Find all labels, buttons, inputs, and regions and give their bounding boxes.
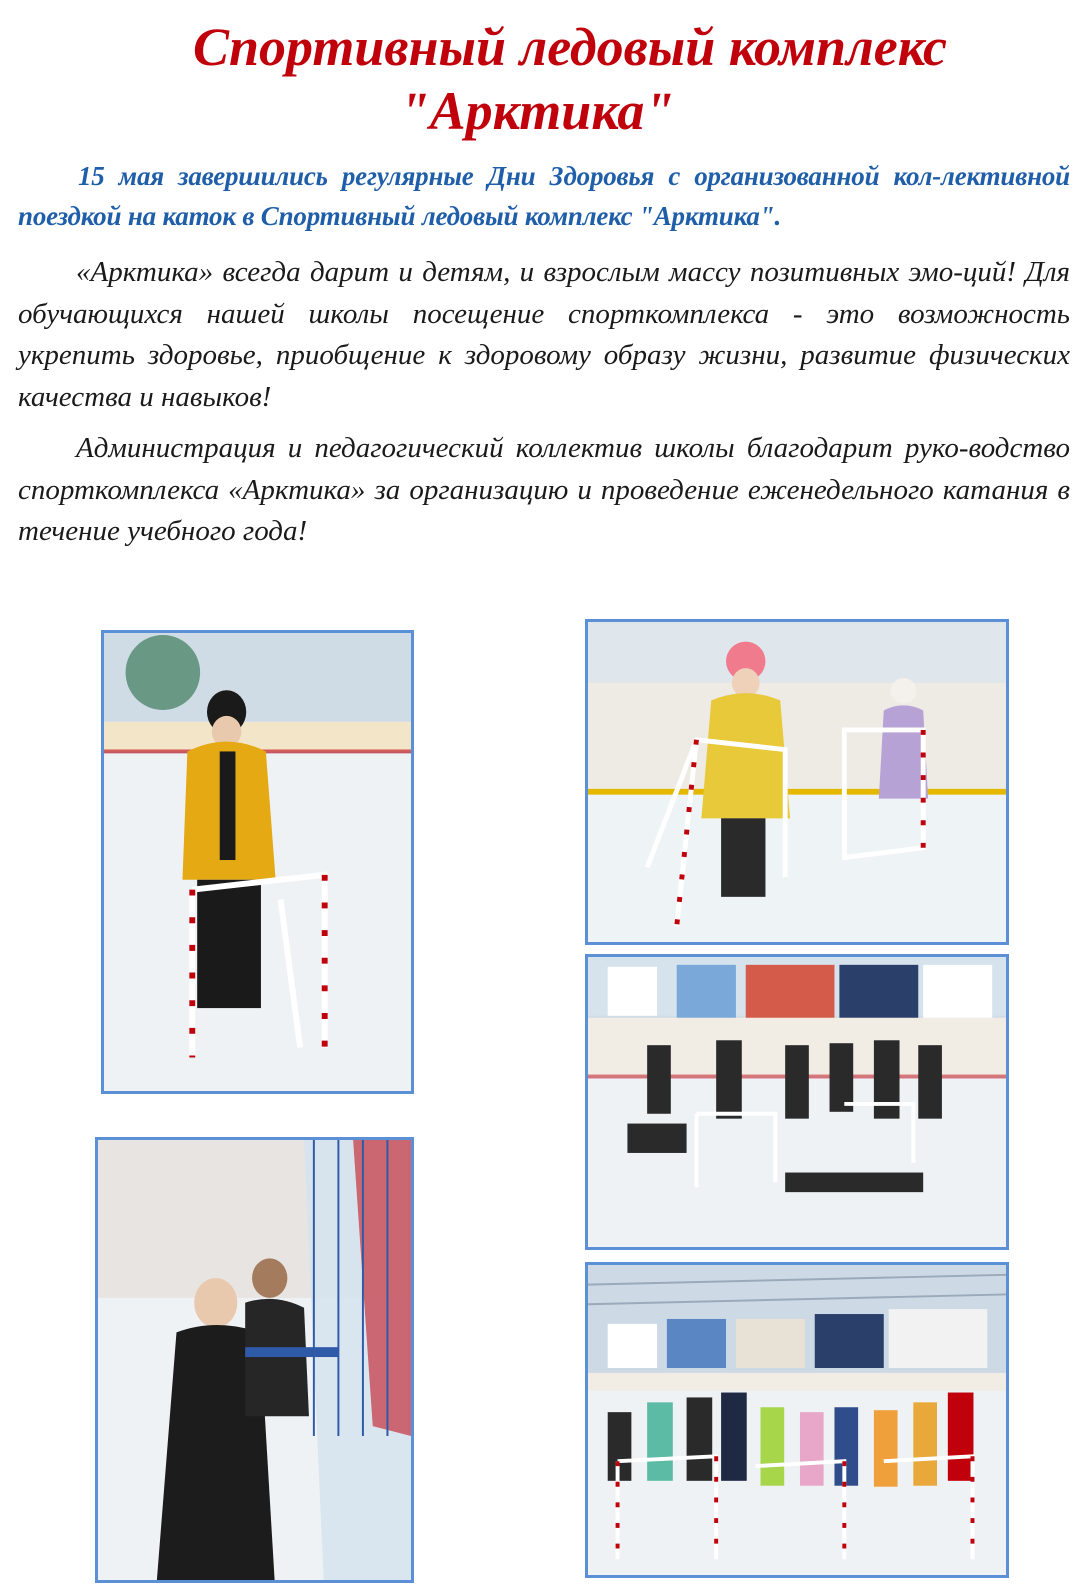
page-title-line-2: "Арктика": [399, 81, 675, 141]
body-paragraph-1: «Арктика» всегда дарит и детям, и взрослым массу позитивных эмо-ций! Для обучающихся нашей школы посещение спорткомплекса - это возможность укрепить здоровье, приобщение к здоровому образу жизни, развитие физических качества и навыков!: [18, 256, 1070, 413]
photo-group-on-ice: [585, 954, 1009, 1250]
page-title-line-1: Спортивный ледовый комплекс: [193, 17, 947, 77]
lead-paragraph: 15 мая завершились регулярные Дни Здоровья с организованной кол-лективной поездкой на каток в Спортивный ледовый комплекс "Арктика".: [18, 161, 1070, 231]
body-paragraph-2: Администрация и педагогический коллектив школы благодарит руко-водство спорткомплекса «Арктика» за организацию и проведение еженедельного катания в течение учебного года!: [18, 432, 1070, 547]
photo-group-with-frames-arena: [585, 1262, 1009, 1578]
photo-girl-and-boy-at-barrier: [95, 1137, 414, 1583]
photo-boy-with-skating-frame: [101, 630, 414, 1094]
photo-two-girls-with-frames: [585, 619, 1009, 945]
